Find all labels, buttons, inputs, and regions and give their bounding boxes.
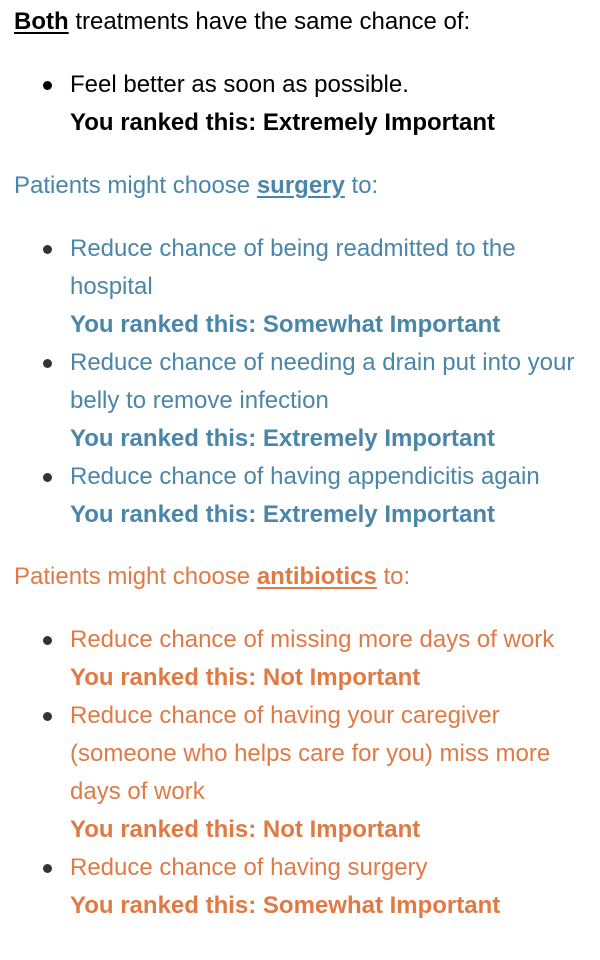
bullet-icon	[43, 81, 52, 90]
item-rank: You ranked this: Not Important	[70, 664, 421, 691]
list-item	[0, 621, 600, 697]
surgery-heading-prefix: Patients might choose	[14, 172, 257, 199]
item-text: Reduce chance of having surgery	[70, 854, 428, 881]
item-text: Reduce chance of needing a drain put into your belly to remove infection	[70, 349, 575, 414]
antibiotics-list	[0, 621, 600, 925]
list-item	[0, 697, 600, 849]
list-item	[0, 66, 600, 142]
surgery-heading-suffix: to:	[344, 172, 379, 199]
item-text: Feel better as soon as possible.	[70, 71, 409, 98]
item-rank: You ranked this: Somewhat Important	[70, 311, 501, 338]
item-text: Reduce chance of having your caregiver (someone who helps care for you) miss more days of work	[70, 702, 551, 805]
item-text: Reduce chance of missing more days of work	[70, 626, 555, 653]
both-keyword: Both	[14, 8, 69, 35]
antibiotics-heading-suffix: to:	[376, 563, 411, 590]
item-rank: You ranked this: Not Important	[70, 816, 421, 843]
list-item	[0, 344, 600, 458]
surgery-heading	[0, 167, 600, 205]
surgery-keyword: surgery	[256, 172, 345, 199]
list-item	[0, 230, 600, 344]
both-heading-text: treatments have the same chance of:	[68, 8, 471, 35]
surgery-section	[0, 167, 600, 534]
bullet-icon	[43, 864, 52, 873]
bullet-icon	[43, 473, 52, 482]
item-text: Reduce chance of being readmitted to the hospital	[70, 235, 516, 300]
antibiotics-section	[0, 558, 600, 925]
item-text: Reduce chance of having appendicitis again	[70, 463, 540, 490]
bullet-icon	[43, 712, 52, 721]
both-list	[0, 66, 600, 142]
list-item	[0, 849, 600, 925]
bullet-icon	[43, 245, 52, 254]
item-rank: You ranked this: Extremely Important	[70, 109, 495, 136]
both-section	[0, 3, 600, 142]
item-rank: You ranked this: Somewhat Important	[70, 892, 501, 919]
list-item	[0, 458, 600, 534]
both-heading	[0, 3, 600, 41]
antibiotics-keyword: antibiotics	[256, 563, 377, 590]
item-rank: You ranked this: Extremely Important	[70, 501, 495, 528]
surgery-list	[0, 230, 600, 534]
bullet-icon	[43, 636, 52, 645]
item-rank: You ranked this: Extremely Important	[70, 425, 495, 452]
antibiotics-heading	[0, 558, 600, 596]
antibiotics-heading-prefix: Patients might choose	[14, 563, 257, 590]
bullet-icon	[43, 359, 52, 368]
